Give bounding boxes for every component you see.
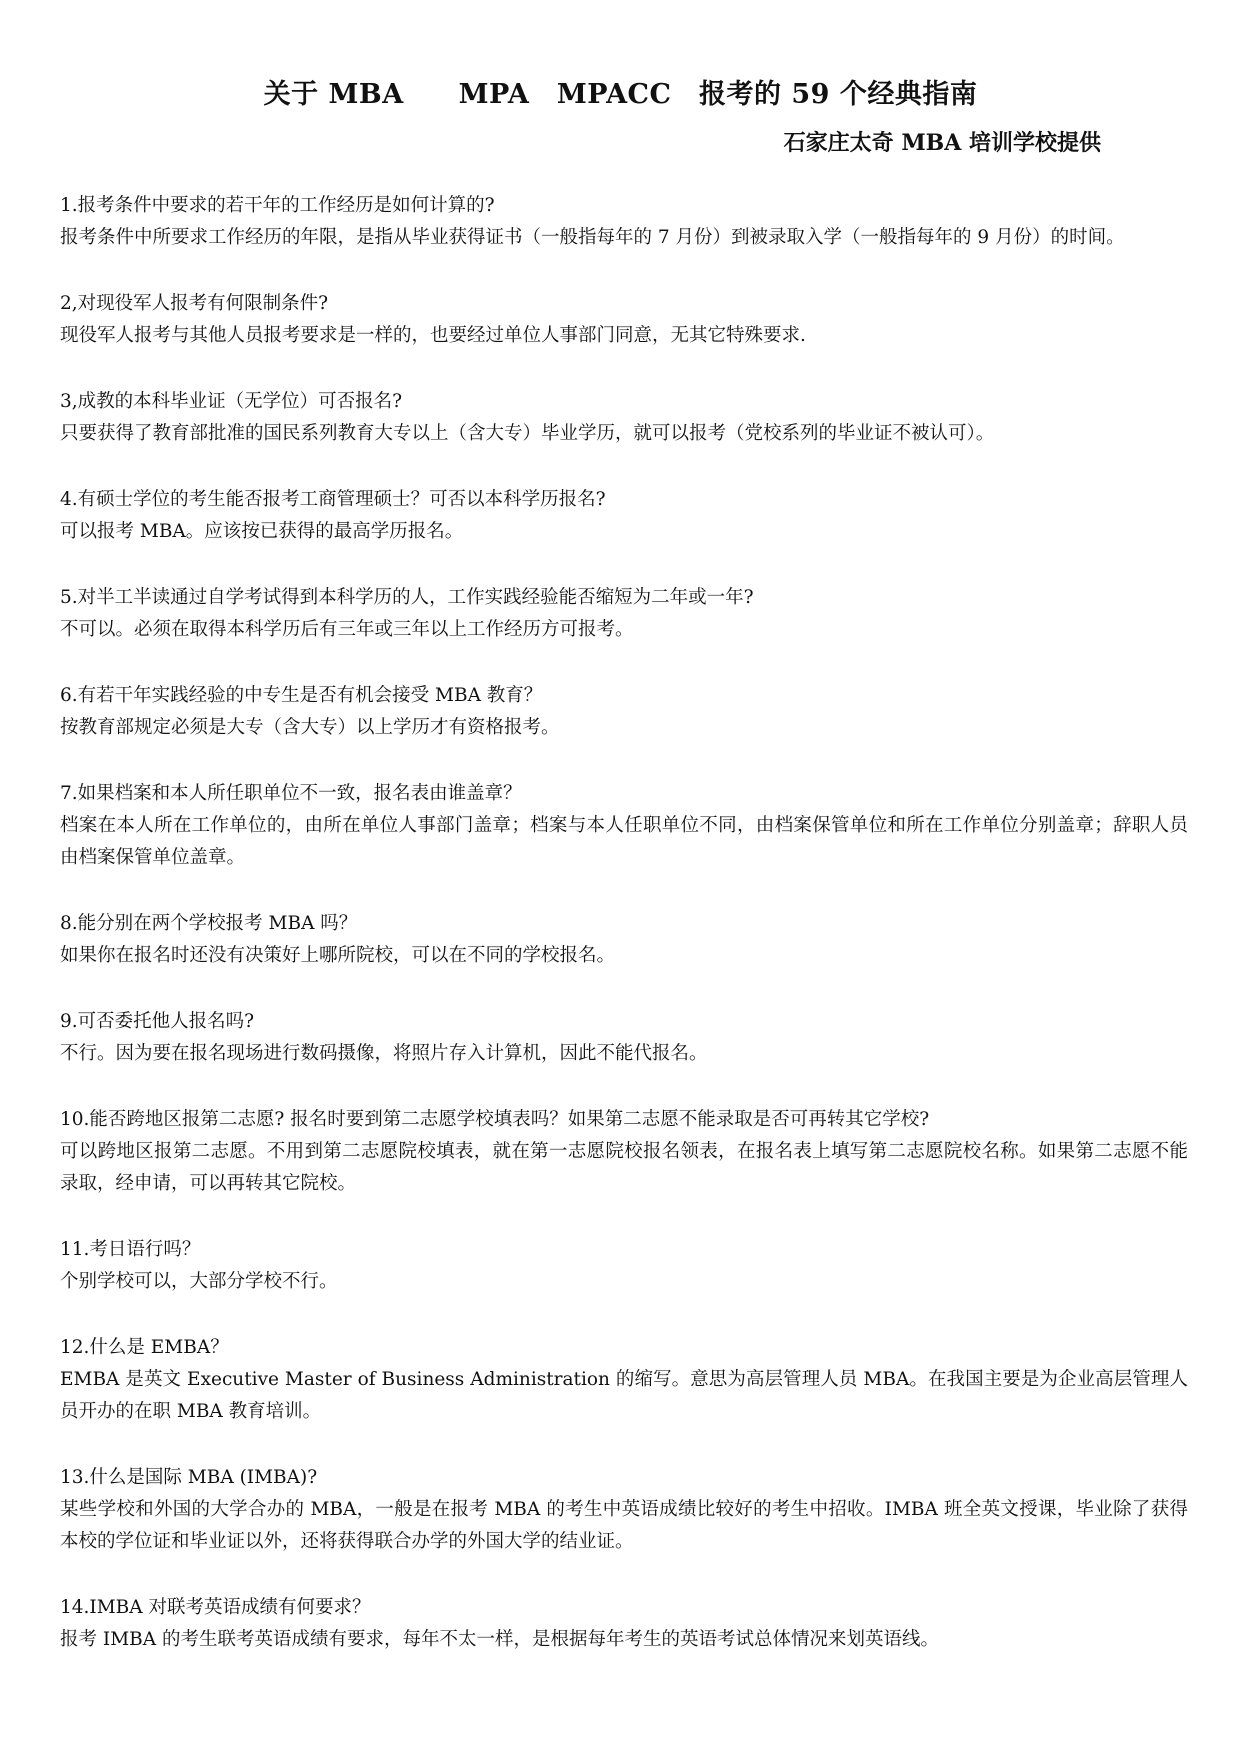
qa-list xyxy=(60,190,1188,1690)
qa-item xyxy=(60,1234,1188,1298)
answer-text: 报考条件中所要求工作经历的年限，是指从毕业获得证书（一般指每年的 7 月份）到被录取入学（一般指每年的 9 月份）的时间。 xyxy=(60,227,1125,248)
qa-item xyxy=(60,484,1188,548)
qa-item xyxy=(60,582,1188,646)
qa-item xyxy=(60,1462,1188,1558)
answer-text: 可以报考 MBA。应该按已获得的最高学历报名。 xyxy=(60,521,464,542)
qa-item xyxy=(60,1104,1188,1200)
answer-text: 个别学校可以，大部分学校不行。 xyxy=(60,1271,338,1292)
answer-text: 如果你在报名时还没有决策好上哪所院校，可以在不同的学校报名。 xyxy=(60,945,616,966)
question-text: 11.考日语行吗？ xyxy=(60,1239,201,1260)
qa-item xyxy=(60,778,1188,874)
question-text: 3,成教的本科毕业证（无学位）可否报名? xyxy=(60,391,403,412)
qa-item xyxy=(60,1592,1188,1656)
question-text: 5.对半工半读通过自学考试得到本科学历的人，工作实践经验能否缩短为二年或一年? xyxy=(60,587,754,608)
answer-text: 按教育部规定必须是大专（含大专）以上学历才有资格报考。 xyxy=(60,717,560,738)
answer-text: 报考 IMBA 的考生联考英语成绩有要求，每年不太一样，是根据每年考生的英语考试总体情况来划英语线。 xyxy=(60,1629,939,1650)
qa-item xyxy=(60,190,1188,254)
answer-text: 档案在本人所在工作单位的，由所在单位人事部门盖章；档案与本人任职单位不同，由档案保管单位和所在工作单位分别盖章；辞职人员由档案保管单位盖章。 xyxy=(60,815,1188,868)
answer-text: 可以跨地区报第二志愿。不用到第二志愿院校填表，就在第一志愿院校报名领表，在报名表上填写第二志愿院校名称。如果第二志愿不能录取，经申请，可以再转其它院校。 xyxy=(60,1141,1188,1194)
qa-item xyxy=(60,680,1188,744)
question-text: 8.能分别在两个学校报考 MBA 吗？ xyxy=(60,913,358,934)
qa-item xyxy=(60,1332,1188,1428)
question-text: 7.如果档案和本人所任职单位不一致，报名表由谁盖章？ xyxy=(60,783,522,804)
answer-text: 不可以。必须在取得本科学历后有三年或三年以上工作经历方可报考。 xyxy=(60,619,634,640)
question-text: 4.有硕士学位的考生能否报考工商管理硕士？可否以本科学历报名? xyxy=(60,489,606,510)
answer-text: 不行。因为要在报名现场进行数码摄像，将照片存入计算机，因此不能代报名。 xyxy=(60,1043,708,1064)
question-text: 2,对现役军人报考有何限制条件? xyxy=(60,293,329,314)
question-text: 14.IMBA 对联考英语成绩有何要求？ xyxy=(60,1597,371,1618)
qa-item xyxy=(60,386,1188,450)
qa-item xyxy=(60,288,1188,352)
answer-text: 某些学校和外国的大学合办的 MBA，一般是在报考 MBA 的考生中英语成绩比较好的考生中招收。IMBA 班全英文授课，毕业除了获得本校的学位证和毕业证以外，还将获得联合办学的外国大学的结业证。 xyxy=(60,1499,1188,1552)
answer-text: 只要获得了教育部批准的国民系列教育大专以上（含大专）毕业学历，就可以报考（党校系列的毕业证不被认可）。 xyxy=(60,423,995,444)
question-text: 13.什么是国际 MBA (IMBA)? xyxy=(60,1467,318,1488)
question-text: 12.什么是 EMBA？ xyxy=(60,1337,229,1358)
answer-text: 现役军人报考与其他人员报考要求是一样的，也要经过单位人事部门同意，无其它特殊要求. xyxy=(60,325,806,346)
document-title: 关于 MBA MPA MPACC 报考的 59 个经典指南 xyxy=(263,79,978,110)
qa-item xyxy=(60,908,1188,972)
qa-item xyxy=(60,1006,1188,1070)
question-text: 1.报考条件中要求的若干年的工作经历是如何计算的? xyxy=(60,195,495,216)
answer-text: EMBA 是英文 Executive Master of Business Administration 的缩写。意思为高层管理人员 MBA。在我国主要是为企业高层管理人员开办的在职 MBA 教育培训。 xyxy=(60,1369,1188,1422)
question-text: 9.可否委托他人报名吗? xyxy=(60,1011,255,1032)
question-text: 10.能否跨地区报第二志愿? 报名时要到第二志愿学校填表吗？如果第二志愿不能录取是否可再转其它学校? xyxy=(60,1109,930,1130)
document-subtitle: 石家庄太奇 MBA 培训学校提供 xyxy=(783,130,1101,156)
question-text: 6.有若干年实践经验的中专生是否有机会接受 MBA 教育？ xyxy=(60,685,543,706)
